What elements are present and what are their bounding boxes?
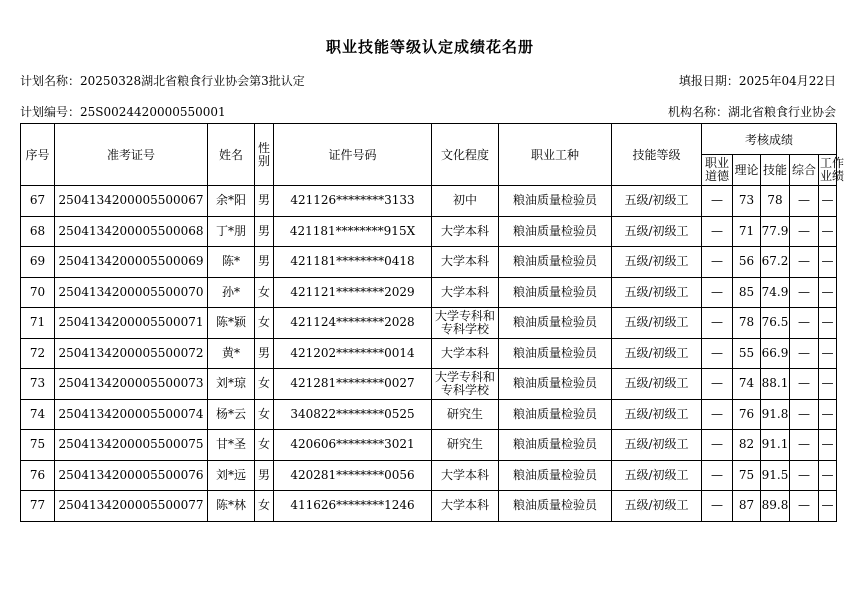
plan-number-value: 25S0024420000550001 [80, 105, 226, 119]
cell-seq: 73 [21, 369, 55, 400]
cell-ticket: 2504134200005500069 [55, 247, 208, 278]
cell-level: 五级/初级工 [612, 338, 702, 369]
cell-job: 粮油质量检验员 [499, 277, 612, 308]
header-seq: 序号 [21, 124, 55, 186]
cell-skill: 66.9 [761, 338, 790, 369]
cell-seq: 71 [21, 308, 55, 339]
cell-theory: 75 [733, 460, 761, 491]
cell-id: 421202********0014 [274, 338, 432, 369]
cell-job: 粮油质量检验员 [499, 247, 612, 278]
header-work-text: 工作业绩 [819, 156, 844, 183]
table-row [21, 399, 837, 430]
cell-seq: 68 [21, 216, 55, 247]
plan-name-value: 20250328湖北省粮食行业协会第3批认定 [80, 74, 305, 88]
table-row [21, 247, 837, 278]
cell-ticket: 2504134200005500068 [55, 216, 208, 247]
cell-id: 420281********0056 [274, 460, 432, 491]
cell-job: 粮油质量检验员 [499, 216, 612, 247]
table-row [21, 491, 837, 522]
cell-skill: 78 [761, 186, 790, 217]
cell-skill: 91.5 [761, 460, 790, 491]
table-body [21, 186, 837, 522]
cell-job: 粮油质量检验员 [499, 460, 612, 491]
table-row [21, 308, 837, 339]
cell-id: 340822********0525 [274, 399, 432, 430]
plan-name [20, 72, 305, 89]
cell-gender: 男 [255, 216, 274, 247]
cell-work: — [819, 186, 837, 217]
table-row [21, 369, 837, 400]
cell-name: 甘*圣 [208, 430, 255, 461]
cell-name: 孙* [208, 277, 255, 308]
cell-ticket: 2504134200005500072 [55, 338, 208, 369]
cell-job: 粮油质量检验员 [499, 399, 612, 430]
cell-id: 421181********915X [274, 216, 432, 247]
cell-ethics: — [702, 491, 733, 522]
cell-skill: 89.8 [761, 491, 790, 522]
cell-overall: — [790, 399, 819, 430]
cell-edu-text: 大学专科和专科学校 [434, 308, 495, 336]
cell-id: 420606********3021 [274, 430, 432, 461]
header-level: 技能等级 [612, 124, 702, 186]
table-row [21, 338, 837, 369]
header-ethics-text: 职业道德 [704, 156, 729, 183]
cell-skill: 67.2 [761, 247, 790, 278]
cell-ethics: — [702, 338, 733, 369]
cell-theory: 55 [733, 338, 761, 369]
cell-ethics: — [702, 247, 733, 278]
cell-ethics: — [702, 308, 733, 339]
cell-seq: 77 [21, 491, 55, 522]
cell-theory: 56 [733, 247, 761, 278]
cell-id: 421181********0418 [274, 247, 432, 278]
cell-job: 粮油质量检验员 [499, 308, 612, 339]
cell-level: 五级/初级工 [612, 308, 702, 339]
cell-overall: — [790, 308, 819, 339]
cell-seq: 75 [21, 430, 55, 461]
cell-overall: — [790, 277, 819, 308]
cell-job: 粮油质量检验员 [499, 491, 612, 522]
table-row [21, 430, 837, 461]
cell-name: 丁*朋 [208, 216, 255, 247]
cell-ticket: 2504134200005500070 [55, 277, 208, 308]
header-ethics [702, 155, 733, 186]
cell-ticket: 2504134200005500067 [55, 186, 208, 217]
cell-seq: 69 [21, 247, 55, 278]
cell-overall: — [790, 216, 819, 247]
table-row [21, 186, 837, 217]
cell-work: — [819, 399, 837, 430]
cell-work: — [819, 460, 837, 491]
header-gender-text: 性别 [257, 140, 270, 168]
organization-value: 湖北省粮食行业协会 [727, 105, 836, 119]
cell-job: 粮油质量检验员 [499, 430, 612, 461]
header-skill: 技能 [761, 155, 790, 186]
cell-overall: — [790, 338, 819, 369]
organization-label: 机构名称： [667, 105, 728, 119]
cell-gender: 女 [255, 430, 274, 461]
cell-work: — [819, 430, 837, 461]
cell-gender: 男 [255, 247, 274, 278]
cell-ethics: — [702, 277, 733, 308]
cell-edu: 大学本科 [432, 247, 499, 278]
cell-edu: 大学本科 [432, 277, 499, 308]
cell-edu [432, 369, 499, 400]
cell-name: 陈*颖 [208, 308, 255, 339]
cell-theory: 76 [733, 399, 761, 430]
cell-ticket: 2504134200005500076 [55, 460, 208, 491]
plan-number [20, 103, 226, 120]
cell-overall: — [790, 460, 819, 491]
cell-theory: 71 [733, 216, 761, 247]
cell-seq: 74 [21, 399, 55, 430]
cell-edu: 大学本科 [432, 460, 499, 491]
header-ticket: 准考证号 [55, 124, 208, 186]
cell-job: 粮油质量检验员 [499, 369, 612, 400]
cell-ticket: 2504134200005500073 [55, 369, 208, 400]
plan-number-label: 计划编号： [20, 105, 81, 119]
cell-ticket: 2504134200005500075 [55, 430, 208, 461]
cell-seq: 72 [21, 338, 55, 369]
cell-seq: 67 [21, 186, 55, 217]
cell-work: — [819, 277, 837, 308]
cell-id: 411626********1246 [274, 491, 432, 522]
cell-name: 陈* [208, 247, 255, 278]
table-row [21, 277, 837, 308]
cell-skill: 77.9 [761, 216, 790, 247]
cell-ethics: — [702, 369, 733, 400]
cell-name: 刘*琼 [208, 369, 255, 400]
cell-skill: 91.8 [761, 399, 790, 430]
header-job: 职业工种 [499, 124, 612, 186]
cell-job: 粮油质量检验员 [499, 186, 612, 217]
header-id: 证件号码 [274, 124, 432, 186]
cell-gender: 男 [255, 460, 274, 491]
cell-gender: 女 [255, 308, 274, 339]
cell-name: 杨*云 [208, 399, 255, 430]
header-work [819, 155, 844, 186]
cell-edu-text: 大学专科和专科学校 [434, 369, 495, 397]
organization [668, 103, 836, 120]
cell-theory: 73 [733, 186, 761, 217]
cell-gender: 女 [255, 369, 274, 400]
cell-overall: — [790, 491, 819, 522]
cell-edu: 大学本科 [432, 491, 499, 522]
cell-level: 五级/初级工 [612, 491, 702, 522]
cell-id: 421121********2029 [274, 277, 432, 308]
cell-skill: 88.1 [761, 369, 790, 400]
cell-gender: 女 [255, 399, 274, 430]
score-table [20, 123, 844, 522]
cell-level: 五级/初级工 [612, 460, 702, 491]
table-row [21, 460, 837, 491]
cell-theory: 82 [733, 430, 761, 461]
cell-theory: 74 [733, 369, 761, 400]
cell-overall: — [790, 247, 819, 278]
cell-edu: 大学本科 [432, 338, 499, 369]
cell-work: — [819, 369, 837, 400]
cell-edu: 大学本科 [432, 216, 499, 247]
header-theory: 理论 [733, 155, 761, 186]
cell-theory: 78 [733, 308, 761, 339]
cell-id: 421124********2028 [274, 308, 432, 339]
cell-ticket: 2504134200005500074 [55, 399, 208, 430]
header-overall: 综合 [790, 155, 819, 186]
cell-name: 陈*林 [208, 491, 255, 522]
cell-skill: 74.9 [761, 277, 790, 308]
cell-level: 五级/初级工 [612, 399, 702, 430]
cell-ticket: 2504134200005500077 [55, 491, 208, 522]
fill-date-label: 填报日期： [678, 74, 739, 88]
cell-work: — [819, 491, 837, 522]
cell-name: 余*阳 [208, 186, 255, 217]
cell-id: 421126********3133 [274, 186, 432, 217]
cell-level: 五级/初级工 [612, 247, 702, 278]
cell-work: — [819, 216, 837, 247]
plan-name-label: 计划名称： [20, 74, 81, 88]
header-name: 姓名 [208, 124, 255, 186]
cell-name: 刘*远 [208, 460, 255, 491]
cell-overall: — [790, 369, 819, 400]
cell-id: 421281********0027 [274, 369, 432, 400]
cell-theory: 85 [733, 277, 761, 308]
cell-ethics: — [702, 399, 733, 430]
cell-level: 五级/初级工 [612, 430, 702, 461]
table-row [21, 216, 837, 247]
cell-seq: 70 [21, 277, 55, 308]
cell-level: 五级/初级工 [612, 277, 702, 308]
cell-seq: 76 [21, 460, 55, 491]
cell-overall: — [790, 186, 819, 217]
fill-date-value: 2025年04月22日 [738, 74, 836, 88]
header-gender [255, 124, 274, 186]
header-edu: 文化程度 [432, 124, 499, 186]
cell-work: — [819, 247, 837, 278]
cell-edu: 研究生 [432, 399, 499, 430]
cell-overall: — [790, 430, 819, 461]
document-title: 职业技能等级认定成绩花名册 [325, 38, 534, 56]
cell-gender: 男 [255, 338, 274, 369]
cell-work: — [819, 338, 837, 369]
cell-edu [432, 308, 499, 339]
fill-date [679, 72, 836, 89]
cell-job: 粮油质量检验员 [499, 338, 612, 369]
cell-skill: 91.1 [761, 430, 790, 461]
cell-ethics: — [702, 216, 733, 247]
cell-edu: 研究生 [432, 430, 499, 461]
cell-gender: 女 [255, 277, 274, 308]
cell-gender: 女 [255, 491, 274, 522]
header-scores: 考核成绩 [702, 124, 837, 155]
cell-skill: 76.5 [761, 308, 790, 339]
cell-gender: 男 [255, 186, 274, 217]
cell-ethics: — [702, 186, 733, 217]
cell-work: — [819, 308, 837, 339]
cell-ticket: 2504134200005500071 [55, 308, 208, 339]
cell-theory: 87 [733, 491, 761, 522]
cell-name: 黄* [208, 338, 255, 369]
cell-edu: 初中 [432, 186, 499, 217]
cell-level: 五级/初级工 [612, 186, 702, 217]
cell-ethics: — [702, 430, 733, 461]
cell-ethics: — [702, 460, 733, 491]
cell-level: 五级/初级工 [612, 369, 702, 400]
cell-level: 五级/初级工 [612, 216, 702, 247]
